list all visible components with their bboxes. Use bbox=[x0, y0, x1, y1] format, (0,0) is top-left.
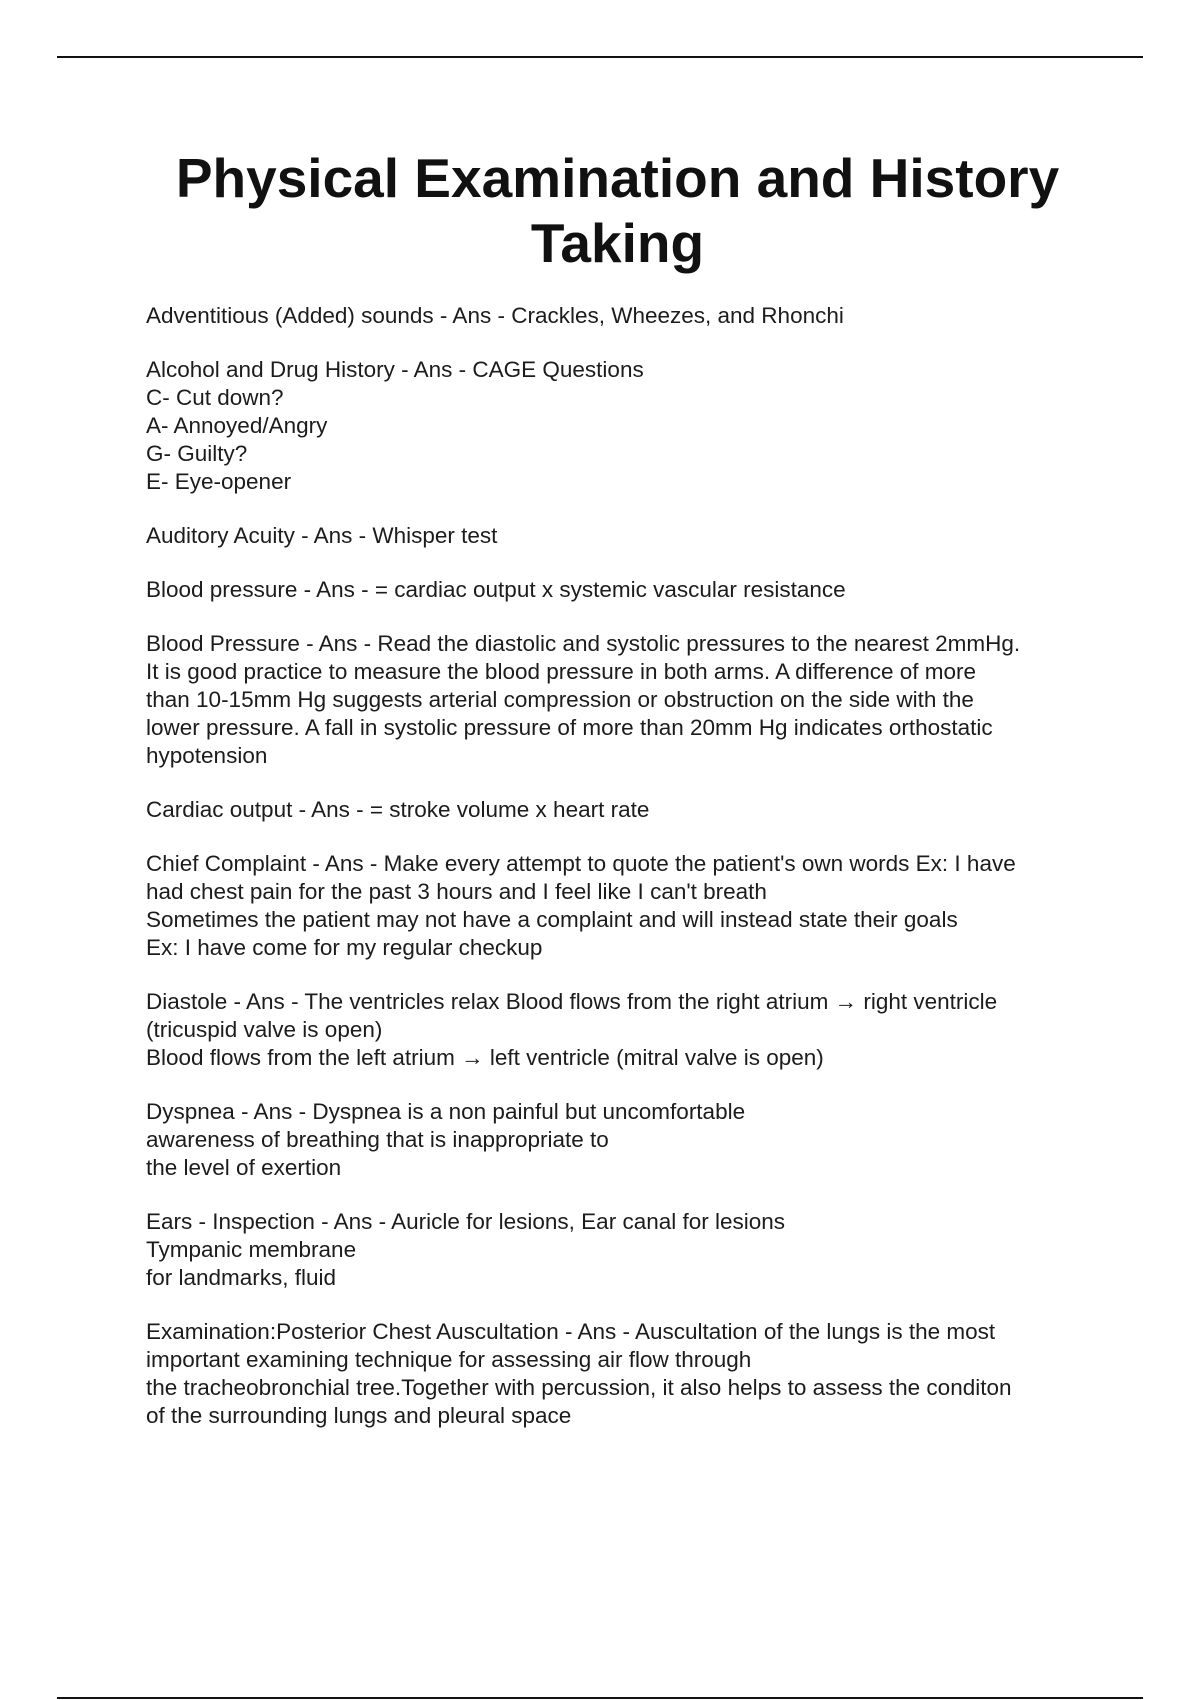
entry-line: than 10-15mm Hg suggests arterial compression or obstruction on the side with the bbox=[146, 687, 974, 712]
entry-line: Chief Complaint - Ans - Make every attempt to quote the patient's own words Ex: I have bbox=[146, 851, 1016, 876]
page-title bbox=[120, 146, 1115, 276]
entry-line: Blood Pressure - Ans - Read the diastolic and systolic pressures to the nearest 2mmHg. bbox=[146, 631, 1021, 656]
qa-entry bbox=[146, 1318, 1146, 1430]
qa-entry bbox=[146, 522, 1146, 550]
entry-line: C- Cut down? bbox=[146, 385, 284, 410]
entry-line: Examination:Posterior Chest Auscultation - Ans - Auscultation of the lungs is the most bbox=[146, 1319, 996, 1344]
qa-entry bbox=[146, 850, 1146, 962]
entry-line: Sometimes the patient may not have a complaint and will instead state their goals bbox=[146, 907, 958, 932]
entry-line: the level of exertion bbox=[146, 1155, 342, 1180]
entry-line: Tympanic membrane bbox=[146, 1237, 357, 1262]
entry-line: E- Eye-opener bbox=[146, 469, 292, 494]
qa-entry bbox=[146, 988, 1146, 1072]
entry-line: It is good practice to measure the blood pressure in both arms. A difference of more bbox=[146, 659, 977, 684]
qa-entry bbox=[146, 630, 1146, 770]
bottom-divider bbox=[57, 1697, 1143, 1699]
qa-entry bbox=[146, 356, 1146, 496]
qa-entry bbox=[146, 796, 1146, 824]
entry-line: Adventitious (Added) sounds - Ans - Crackles, Wheezes, and Rhonchi bbox=[146, 303, 844, 328]
entry-line: for landmarks, fluid bbox=[146, 1265, 337, 1290]
entry-line: Alcohol and Drug History - Ans - CAGE Questions bbox=[146, 357, 644, 382]
qa-entry bbox=[146, 1098, 1146, 1182]
qa-entry bbox=[146, 1208, 1146, 1292]
entry-line: Diastole - Ans - The ventricles relax Blood flows from the right atrium → right ventricle bbox=[146, 989, 998, 1014]
entry-line: lower pressure. A fall in systolic pressure of more than 20mm Hg indicates orthostatic bbox=[146, 715, 993, 740]
title-line: Physical Examination and History bbox=[175, 147, 1060, 209]
qa-entry bbox=[146, 576, 1146, 604]
entry-line: Ears - Inspection - Ans - Auricle for lesions, Ear canal for lesions bbox=[146, 1209, 786, 1234]
flashcard-list bbox=[146, 302, 1146, 1456]
qa-entry bbox=[146, 302, 1146, 330]
entry-line: Blood flows from the left atrium → left ventricle (mitral valve is open) bbox=[146, 1045, 824, 1070]
entry-line: important examining technique for assessing air flow through bbox=[146, 1347, 752, 1372]
entry-line: hypotension bbox=[146, 743, 268, 768]
top-divider bbox=[57, 56, 1143, 58]
entry-line: awareness of breathing that is inappropriate to bbox=[146, 1127, 609, 1152]
entry-line: Auditory Acuity - Ans - Whisper test bbox=[146, 523, 498, 548]
entry-line: A- Annoyed/Angry bbox=[146, 413, 328, 438]
entry-line: the tracheobronchial tree.Together with percussion, it also helps to assess the conditon bbox=[146, 1375, 1012, 1400]
entry-line: Blood pressure - Ans - = cardiac output x systemic vascular resistance bbox=[146, 577, 846, 602]
entry-line: of the surrounding lungs and pleural space bbox=[146, 1403, 572, 1428]
title-line: Taking bbox=[530, 212, 705, 274]
entry-line: G- Guilty? bbox=[146, 441, 248, 466]
entry-line: Ex: I have come for my regular checkup bbox=[146, 935, 543, 960]
entry-line: Cardiac output - Ans - = stroke volume x heart rate bbox=[146, 797, 650, 822]
entry-line: (tricuspid valve is open) bbox=[146, 1017, 383, 1042]
entry-line: Dyspnea - Ans - Dyspnea is a non painful but uncomfortable bbox=[146, 1099, 746, 1124]
entry-line: had chest pain for the past 3 hours and I feel like I can't breath bbox=[146, 879, 767, 904]
